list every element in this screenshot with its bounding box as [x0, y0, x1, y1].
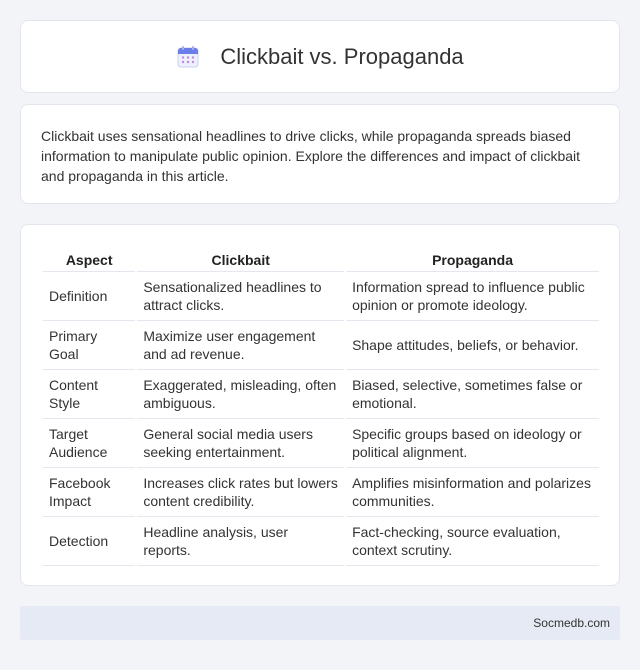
cell-aspect: Detection [43, 517, 135, 566]
intro-text: Clickbait uses sensational headlines to drive clicks, while propaganda spreads biased information to manipulate public opinion. Explore the differences and impact of clickbait and propaganda in this article. [41, 128, 581, 184]
cell-clickbait: Sensationalized headlines to attract clicks. [137, 272, 344, 321]
cell-aspect: Content Style [43, 370, 135, 419]
cell-aspect: Target Audience [43, 419, 135, 468]
intro-card [20, 104, 620, 204]
header-clickbait: Clickbait [137, 245, 344, 272]
header-propaganda: Propaganda [346, 245, 599, 272]
cell-aspect: Definition [43, 272, 135, 321]
table-card [20, 224, 620, 586]
cell-clickbait: General social media users seeking entertainment. [137, 419, 344, 468]
footer-bar [20, 606, 620, 640]
title-card [20, 20, 620, 93]
cell-aspect: Primary Goal [43, 321, 135, 370]
footer-source-link[interactable]: Socmedb.com [533, 616, 610, 630]
comparison-table [41, 245, 601, 566]
table-row [43, 517, 599, 566]
cell-propaganda: Shape attitudes, beliefs, or behavior. [346, 321, 599, 370]
cell-propaganda: Fact-checking, source evaluation, context scrutiny. [346, 517, 599, 566]
table-row [43, 370, 599, 419]
header-aspect: Aspect [43, 245, 135, 272]
cell-propaganda: Biased, selective, sometimes false or emotional. [346, 370, 599, 419]
table-row [43, 419, 599, 468]
cell-clickbait: Increases click rates but lowers content credibility. [137, 468, 344, 517]
cell-clickbait: Exaggerated, misleading, often ambiguous. [137, 370, 344, 419]
table-row [43, 468, 599, 517]
cell-clickbait: Maximize user engagement and ad revenue. [137, 321, 344, 370]
title-wrap [176, 44, 463, 70]
cell-aspect: Facebook Impact [43, 468, 135, 517]
cell-propaganda: Specific groups based on ideology or political alignment. [346, 419, 599, 468]
cell-propaganda: Amplifies misinformation and polarizes communities. [346, 468, 599, 517]
calendar-icon [176, 45, 200, 69]
cell-clickbait: Headline analysis, user reports. [137, 517, 344, 566]
page-title: Clickbait vs. Propaganda [220, 43, 464, 69]
cell-propaganda: Information spread to influence public opinion or promote ideology. [346, 272, 599, 321]
table-row [43, 272, 599, 321]
table-header-row [43, 245, 599, 272]
table-row [43, 321, 599, 370]
